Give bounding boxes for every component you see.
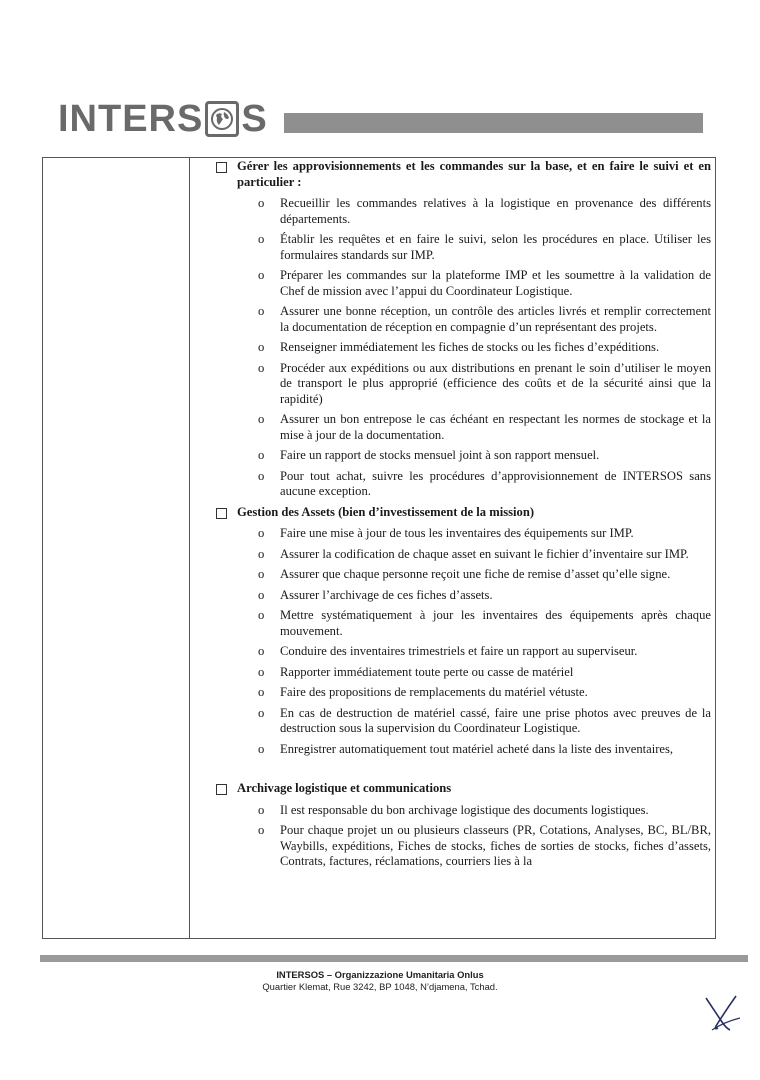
list-item: o Faire des propositions de remplacements du matériel vétuste.: [258, 685, 588, 699]
signature-mark: [700, 992, 746, 1041]
footer-organization: INTERSOS – Organizzazione Umanitaria Onlus: [276, 969, 484, 980]
footer-address: Quartier Klemat, Rue 3242, BP 1048, N’djamena, Tchad.: [262, 981, 498, 992]
logo-text-right: S: [241, 98, 268, 140]
globe-icon: [205, 101, 239, 137]
checkbox-icon: [216, 162, 227, 173]
responsibilities-list: [215, 158, 711, 875]
section-heading: Archivage logistique et communications: [237, 781, 711, 797]
list-item: o Mettre systématiquement à jour les inventaires des équipements après chaque mouvement.: [258, 608, 711, 638]
column-divider: [189, 158, 190, 938]
section-heading: Gestion des Assets (bien d’investissement de la mission): [237, 505, 711, 521]
header-logo: [58, 96, 703, 142]
section-assets: [215, 505, 711, 758]
content-table: [42, 157, 716, 939]
list-item: o Il est responsable du bon archivage logistique des documents logistiques.: [258, 802, 649, 817]
list-item: o Faire un rapport de stocks mensuel joint à son rapport mensuel.: [258, 448, 600, 462]
list-item: o Renseigner immédiatement les fiches de stocks ou les fiches d’expéditions.: [258, 340, 660, 354]
list-item: o Faire une mise à jour de tous les inventaires des équipements sur IMP.: [258, 526, 634, 540]
list-item: o Pour tout achat, suivre les procédures d’approvisionnement de INTERSOS sans aucune exception.: [258, 468, 711, 498]
list-item: o Assurer l’archivage de ces fiches d’assets.: [258, 587, 493, 602]
list-item: o Conduire des inventaires trimestriels et faire un rapport au superviseur.: [258, 644, 638, 658]
intersos-logo: [58, 96, 268, 142]
list-item: o Rapporter immédiatement toute perte ou casse de matériel: [258, 664, 574, 679]
logo-text-left: INTERS: [58, 98, 204, 140]
list-item: o Pour chaque projet un ou plusieurs classeurs (PR, Cotations, Analyses, BC, BL/BR, Waybills, expéditions, Fiches de stocks, fiches de sorties de stocks, fiches d’assets, Contrats, factures, réclamations, courriers lies à la: [258, 823, 711, 868]
list-item: o Assurer un bon entrepose le cas échéant en respectant les normes de stockage et la mise à jour de la documentation.: [258, 412, 711, 442]
section-heading: Gérer les approvisionnements et les commandes sur la base, et en faire le suivi et en particulier :: [237, 159, 711, 190]
header-bar: [284, 113, 703, 133]
section-archivage: [215, 781, 711, 870]
list-item: o Préparer les commandes sur la plateforme IMP et les soumettre à la validation de Chef de mission avec l’appui du Coordinateur Logistique.: [258, 268, 711, 298]
list-item: o Procéder aux expéditions ou aux distributions en prenant le soin d’utiliser le moyen de transport le plus approprié (efficience des coûts et de la sécurité ainsi que la rapidité): [258, 360, 711, 406]
footer-bar: [40, 955, 748, 962]
checkbox-icon: [216, 784, 227, 795]
list-item: o Recueillir les commandes relatives à la logistique en provenance des différents départements.: [258, 196, 711, 226]
list-item: o Établir les requêtes et en faire le suivi, selon les procédures en place. Utiliser les formulaires standards sur IMP.: [258, 232, 711, 262]
list-item: o Enregistrer automatiquement tout matériel acheté dans la liste des inventaires,: [258, 741, 674, 756]
list-item: o Assurer une bonne réception, un contrôle des articles livrés et remplir correctement la documentation de réception en compagnie d’un représentant des projets.: [258, 304, 711, 334]
list-item: o En cas de destruction de matériel cassé, faire une prise photos avec preuves de la destruction sous la supervision du Coordinateur Logistique.: [258, 705, 711, 735]
section-approvisionnements: [215, 159, 711, 500]
checkbox-icon: [216, 508, 227, 519]
list-item: o Assurer la codification de chaque asset en suivant le fichier d’inventaire sur IMP.: [258, 546, 689, 561]
list-item: o Assurer que chaque personne reçoit une fiche de remise d’asset qu’elle signe.: [258, 567, 671, 581]
